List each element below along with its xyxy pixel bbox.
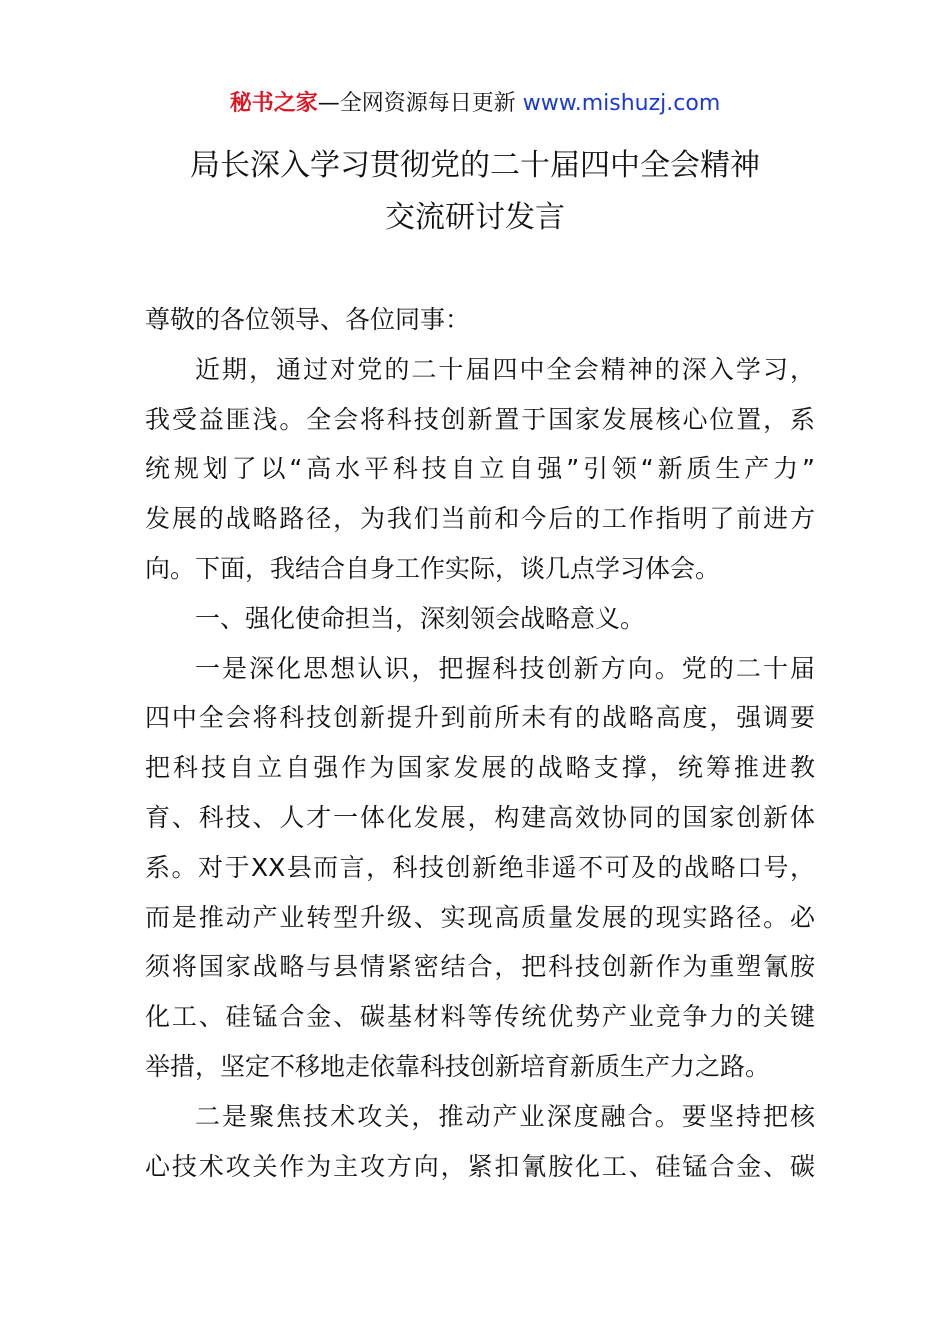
- paragraph-line: 育、科技、人才一体化发展，构建高效协同的国家创新体: [145, 802, 815, 832]
- site-header: [0, 86, 950, 122]
- brand-name: 秘书之家: [229, 91, 318, 116]
- paragraph-line: 二是聚焦技术攻关，推动产业深度融合。要坚持把核: [195, 1101, 815, 1131]
- paragraph-line: 统规划了以“高水平科技自立自强”引领“新质生产力”: [145, 454, 815, 484]
- paragraph-line: 四中全会将科技创新提升到前所未有的战略高度，强调要: [145, 703, 815, 733]
- paragraph-line: 发展的战略路径，为我们当前和今后的工作指明了前进方: [145, 504, 815, 534]
- salutation: 尊敬的各位领导、各位同事：: [145, 305, 471, 334]
- site-url-link[interactable]: www.mishuzj.com: [522, 91, 721, 116]
- paragraph-line: 而是推动产业转型升级、实现高质量发展的现实路径。必: [145, 902, 815, 932]
- paragraph-line: 一是深化思想认识，把握科技创新方向。党的二十届: [195, 653, 815, 683]
- paragraph-line: 向。下面，我结合自身工作实际，谈几点学习体会。: [145, 553, 721, 583]
- paragraph-line: 把科技自立自强作为国家发展的战略支撑，统筹推进教: [145, 753, 815, 783]
- paragraph-line: 近期，通过对党的二十届四中全会精神的深入学习，: [195, 354, 815, 384]
- paragraph-line: 化工、硅锰合金、碳基材料等传统优势产业竞争力的关键: [145, 1002, 815, 1032]
- paragraph-line: 心技术攻关作为主攻方向，紧扣氰胺化工、硅锰合金、碳: [145, 1151, 815, 1181]
- paragraph-line: 举措，坚定不移地走依靠科技创新培育新质生产力之路。: [145, 1051, 771, 1081]
- paragraph-line: 系。对于XX县而言，科技创新绝非遥不可及的战略口号，: [145, 852, 815, 882]
- header-tagline: —全网资源每日更新: [317, 91, 516, 116]
- document-title-line-1: 局长深入学习贯彻党的二十届四中全会精神: [190, 148, 760, 183]
- document-body: [145, 295, 815, 1191]
- document-title-line-2: 交流研讨发言: [385, 200, 565, 235]
- section-heading: 一、强化使命担当，深刻领会战略意义。: [195, 603, 646, 633]
- paragraph-line: 我受益匪浅。全会将科技创新置于国家发展核心位置，系: [145, 404, 815, 434]
- paragraph-line: 须将国家战略与县情紧密结合，把科技创新作为重塑氰胺: [145, 952, 815, 982]
